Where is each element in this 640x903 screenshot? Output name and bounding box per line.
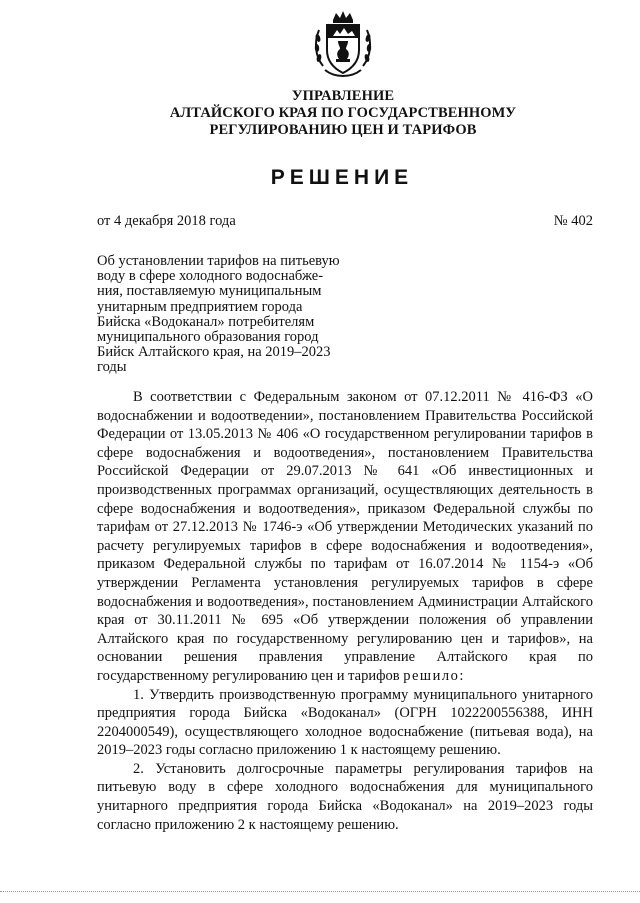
resolution-item: 2. Установить долгосрочные параметры регулирования тарифов на питьевую воду в сфере холодного водоснабжения для муниципального унитарного предприятия города Бийска «Водоканал» на 2019–2023 годы согласно приложению 2 к настоящему решению. [97, 760, 593, 833]
document-subject [97, 254, 353, 376]
subject-line: Бийск Алтайского края, на 2019–2023 [97, 344, 331, 361]
coat-of-arms-altai-krai-icon [311, 8, 375, 82]
subject-line: воду в сфере холодного водоснабже- [97, 268, 324, 285]
org-line: РЕГУЛИРОВАНИЮ ЦЕН И ТАРИФОВ [209, 122, 477, 138]
preamble-paragraph [97, 388, 593, 686]
preamble-text: В соответствии с Федеральным законом от 07.12.2011 № 416-ФЗ «О водоснабжении и водоотведении», постановлением Правительства Российской Федерации от 13.05.2013 № 406 «О государственном регулировании тарифов в сфере водоснабжения и водоотведения», постановлением Правительства Российской Федерации от 29.07.2013 № 641 «Об инвестиционных и производственных программах организаций, осуществляющих деятельность в сфере водоснабжения и водоотведения», приказом Федеральной службы по тарифам от 27.12.2013 № 1746-э «Об утверждении Методических указаний по расчету регулируемых тарифов в сфере водоснабжения и водоотведения», приказом Федеральной службы по тарифам от 16.07.2014 № 1154-э «Об утверждении Регламента установления регулируемых тарифов в сфере водоснабжения и водоотведения», постановлением Администрации Алтайского края от 30.11.2011 № 695 «Об утверждении положения об управлении Алтайского края по государственному регулированию цен и тарифов», на основании решения правления управление Алтайского края по государственному регулированию цен и тарифов [97, 389, 593, 684]
page-bottom-divider [0, 891, 640, 892]
issuing-authority [0, 88, 640, 139]
subject-line: ния, поставляемую муниципальным [97, 283, 322, 300]
decided-word: решило: [403, 667, 465, 684]
document-title: РЕШЕНИЕ [270, 166, 414, 189]
document-date: от 4 декабря 2018 года [97, 213, 236, 229]
subject-line: Бийска «Водоканал» потребителям [97, 313, 315, 330]
document-body [97, 388, 593, 834]
resolution-item: 1. Утвердить производственную программу муниципального унитарного предприятия города Бийска «Водоканал» (ОГРН 1022200556388, ИНН 2204000549), осуществляющего холодное водоснабжение (питьевая вода), на 2019–2023 годы согласно приложению 1 к настоящему решению. [97, 686, 593, 759]
org-line: АЛТАЙСКОГО КРАЯ ПО ГОСУДАРСТВЕННОМУ [169, 105, 517, 121]
coat-of-arms-emblem [311, 8, 375, 82]
subject-line: Об установлении тарифов на питьевую [97, 253, 340, 269]
subject-line: унитарным предприятием города [97, 298, 303, 315]
subject-line: годы [97, 359, 127, 376]
subject-line: муниципального образования город [97, 329, 319, 346]
document-number: № 402 [553, 213, 593, 229]
org-line: УПРАВЛЕНИЕ [291, 88, 395, 104]
